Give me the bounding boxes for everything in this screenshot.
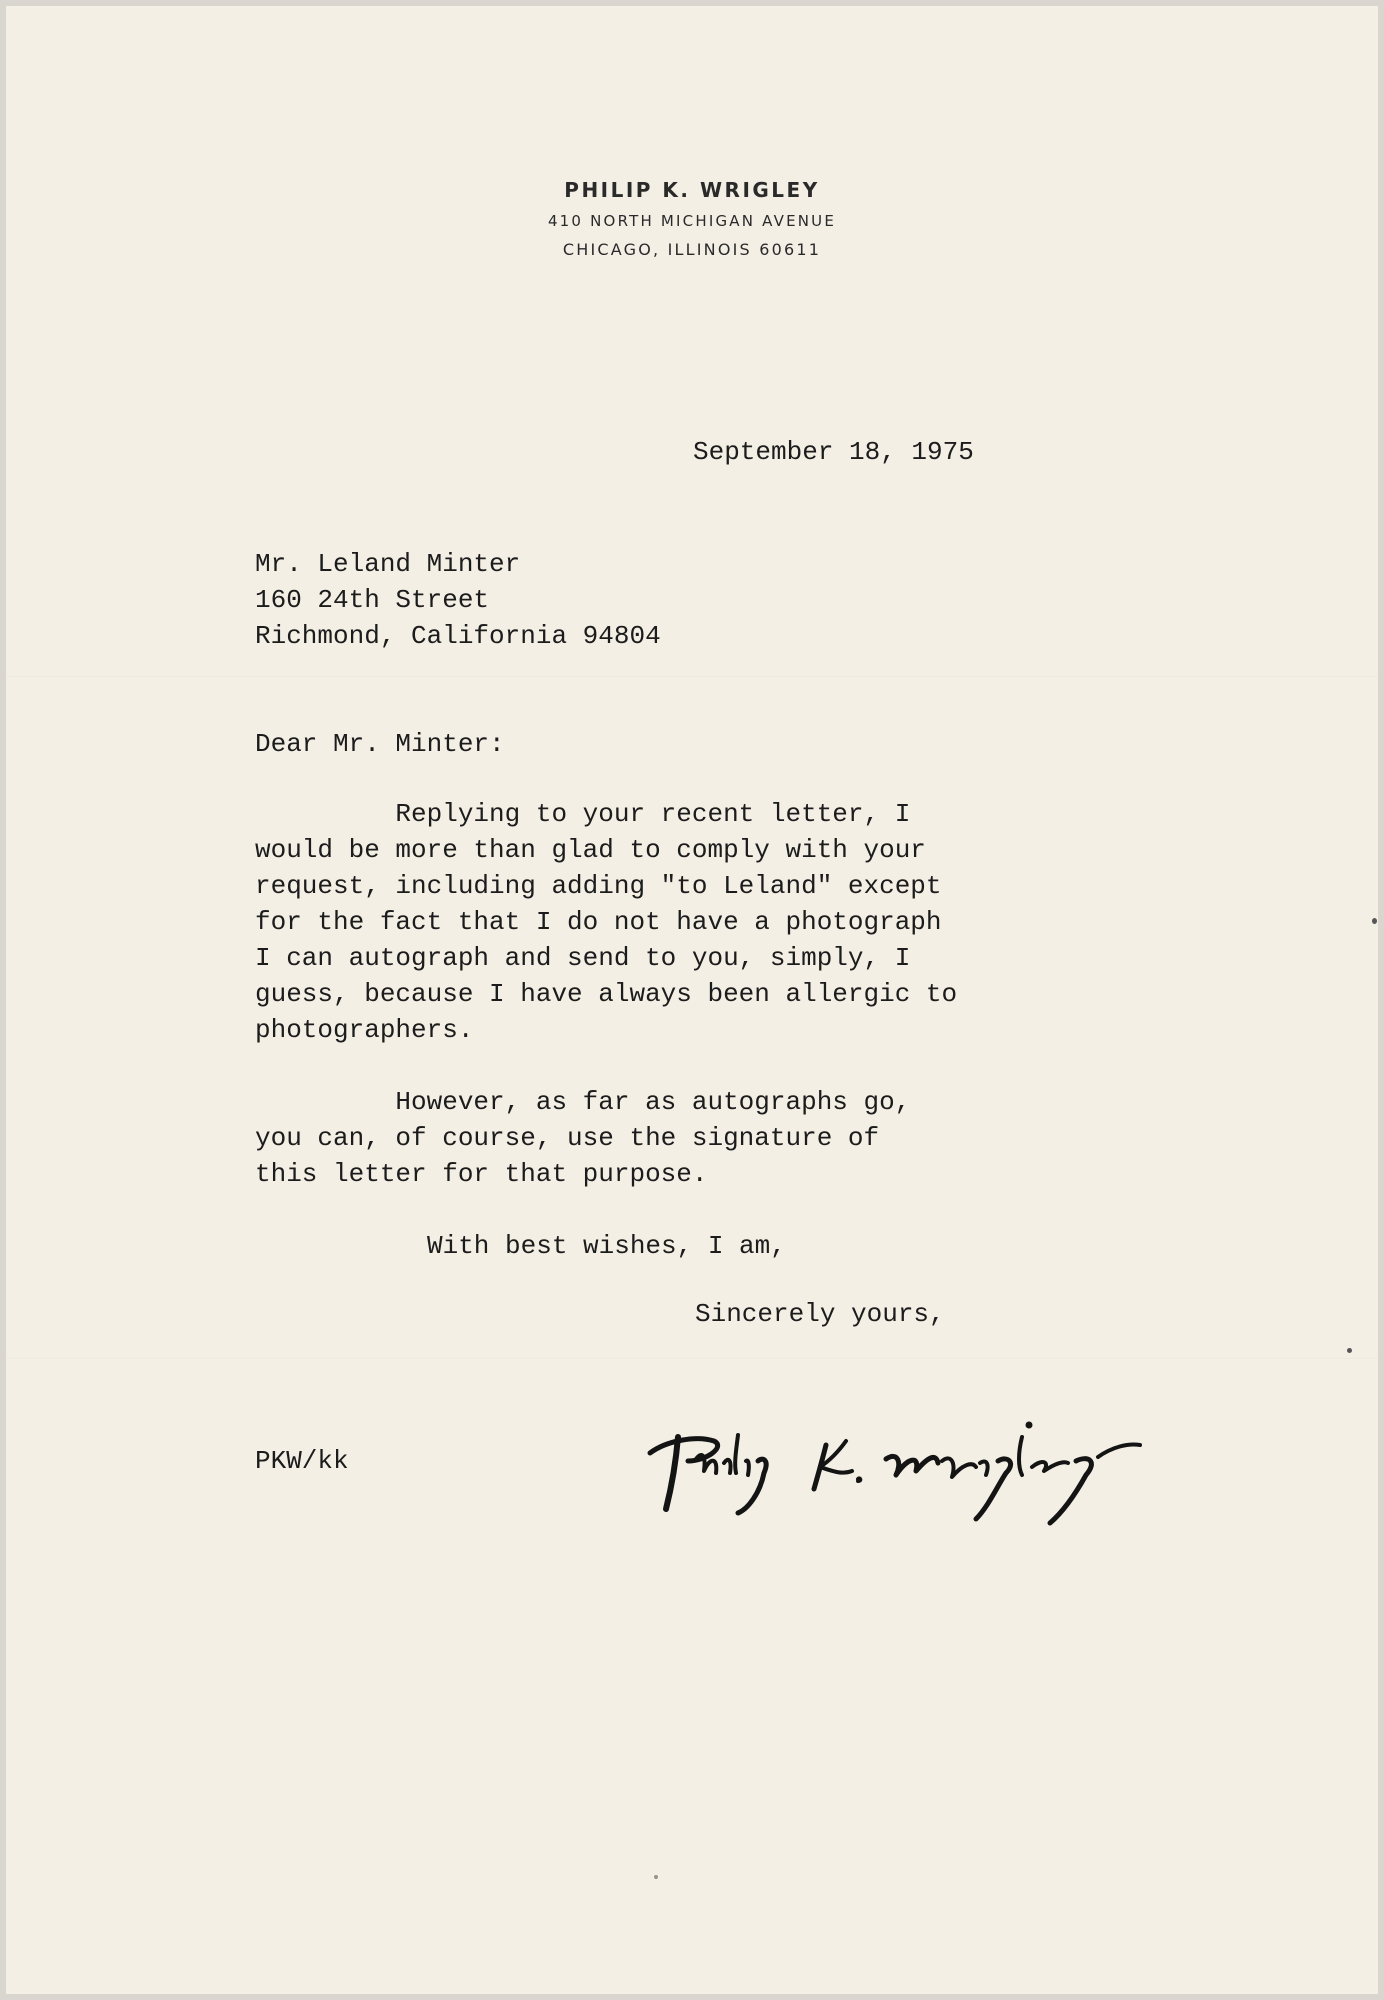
letterhead: [6, 178, 1378, 269]
paragraph-line: request, including adding "to Leland" except: [255, 871, 942, 901]
letter-date: September 18, 1975: [693, 437, 974, 467]
paragraph-line: you can, of course, use the signature of: [255, 1123, 880, 1153]
handwritten-signature: [636, 1401, 1176, 1541]
recipient-street: 160 24th Street: [255, 585, 490, 615]
paper-speck: [1347, 1348, 1352, 1353]
letterhead-name: PHILIP K. WRIGLEY: [564, 178, 820, 202]
letterhead-city: CHICAGO, ILLINOIS 60611: [562, 240, 822, 259]
recipient-city: Richmond, California 94804: [255, 621, 661, 651]
letter-sheet: [6, 6, 1378, 1994]
paper-speck: [654, 1875, 658, 1879]
fold-line-lower: [6, 1358, 1378, 1360]
paragraph-line: However, as far as autographs go,: [255, 1087, 911, 1117]
body-paragraph-2: [255, 1084, 910, 1192]
paragraph-line: guess, because I have always been allergic to: [255, 979, 958, 1009]
body-paragraph-1: [255, 796, 957, 1048]
paragraph-line: photographers.: [255, 1015, 474, 1045]
recipient-address: [255, 546, 661, 654]
closing-line: With best wishes, I am,: [427, 1231, 786, 1261]
paragraph-line: I can autograph and send to you, simply, I: [255, 943, 911, 973]
recipient-name: Mr. Leland Minter: [255, 549, 521, 579]
fold-line-upper: [6, 676, 1378, 678]
paragraph-line: this letter for that purpose.: [255, 1159, 708, 1189]
paper-speck: [1372, 918, 1377, 924]
paragraph-line: would be more than glad to comply with your: [255, 835, 926, 865]
letterhead-street: 410 NORTH MICHIGAN AVENUE: [547, 212, 837, 230]
valediction: Sincerely yours,: [695, 1299, 945, 1329]
paragraph-line: for the fact that I do not have a photograph: [255, 907, 942, 937]
reference-initials: PKW/kk: [255, 1446, 349, 1476]
salutation: Dear Mr. Minter:: [255, 729, 505, 759]
paragraph-line: Replying to your recent letter, I: [255, 799, 911, 829]
